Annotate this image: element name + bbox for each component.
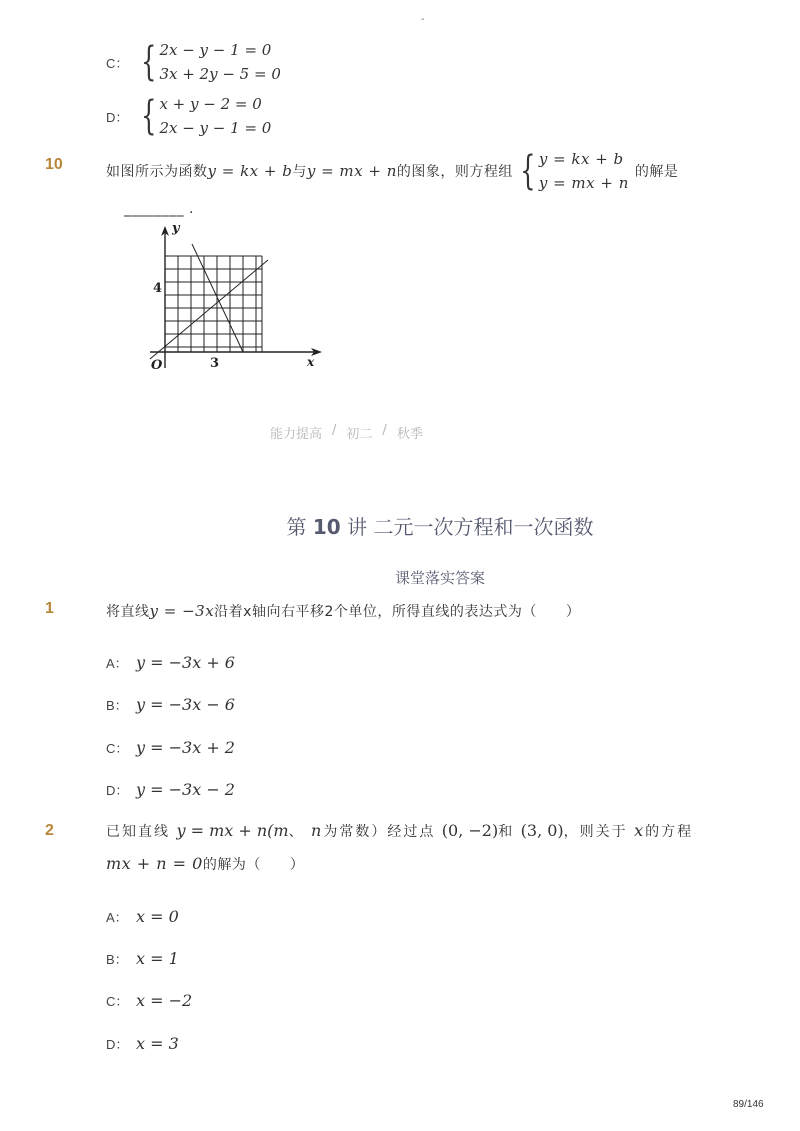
text: 将直线 xyxy=(106,604,150,620)
option-label: C： xyxy=(106,741,129,756)
text: 的图象，则方程组 xyxy=(396,164,513,180)
option-value: y = −3x − 2 xyxy=(136,780,235,799)
question-2-line-2 xyxy=(106,854,304,874)
text: 、 xyxy=(288,824,305,840)
y-axis-label: y xyxy=(172,221,180,236)
question-10-text xyxy=(106,147,678,195)
y-tick-label: 4 xyxy=(153,281,163,296)
option-label: C： xyxy=(106,994,129,1009)
lecture-title xyxy=(0,511,800,540)
option-d[interactable] xyxy=(106,1034,179,1053)
function-graph xyxy=(140,218,330,374)
question-number: 2 xyxy=(45,822,54,839)
option-c[interactable] xyxy=(106,991,192,1010)
question-1-text xyxy=(106,601,580,621)
option-c[interactable] xyxy=(106,738,235,757)
x-axis-label: x xyxy=(307,355,315,369)
text: 已知直线 xyxy=(106,824,170,840)
section-subtitle: 课堂落实答案 xyxy=(394,569,485,587)
question-number: 10 xyxy=(45,156,63,173)
grid xyxy=(165,256,262,352)
option-value: x = 0 xyxy=(136,907,179,926)
option-d[interactable] xyxy=(106,780,235,799)
origin-label: O xyxy=(151,358,163,373)
math-expr: x xyxy=(634,821,646,840)
line-y-kx-b xyxy=(150,260,268,359)
option-label: A： xyxy=(106,910,128,925)
option-a[interactable] xyxy=(106,653,235,672)
option-value: x = 1 xyxy=(136,949,179,968)
x-tick-label: 3 xyxy=(210,356,220,371)
option-label: D： xyxy=(106,783,129,798)
equation-system xyxy=(136,92,271,140)
text: 如图所示为函数 xyxy=(106,164,208,180)
math-expr: y = −3x xyxy=(149,602,215,620)
title-text: 第 xyxy=(286,515,307,539)
option-label: B： xyxy=(106,698,128,713)
option-b[interactable] xyxy=(106,695,235,714)
brace: { xyxy=(141,93,157,139)
prev-option-d xyxy=(106,92,271,140)
math-expr: y = kx + b xyxy=(207,162,293,180)
text: 的解是 xyxy=(634,164,679,180)
breadcrumb-part: 秋季 xyxy=(396,427,423,442)
equation: y = mx + n xyxy=(538,174,629,192)
option-label: D： xyxy=(106,109,129,125)
prev-option-c xyxy=(106,38,281,86)
option-a[interactable] xyxy=(106,907,179,926)
breadcrumb-separator: / xyxy=(382,423,387,438)
equation-system xyxy=(515,147,629,195)
answer-blank: ________ . xyxy=(124,201,194,217)
option-label: C： xyxy=(106,55,129,71)
title-text: 讲 二元一次方程和一次函数 xyxy=(347,515,594,539)
option-value: y = −3x + 2 xyxy=(136,738,235,757)
option-b[interactable] xyxy=(106,949,179,968)
text: 沿着x轴向右平移2个单位，所得直线的表达式为（ ） xyxy=(214,604,581,620)
math-expr: (0, −2) xyxy=(441,821,499,840)
math-expr: y = mx + n xyxy=(306,162,397,180)
text: ，则关于 xyxy=(563,824,628,840)
breadcrumb xyxy=(270,423,423,442)
brace: { xyxy=(520,148,536,194)
question-number: 1 xyxy=(45,600,54,617)
text: 和 xyxy=(498,824,515,840)
lecture-number: 10 xyxy=(312,515,341,539)
top-mark: - xyxy=(421,14,425,25)
text: 的方程 xyxy=(645,824,694,840)
option-label: B： xyxy=(106,952,128,967)
brace: { xyxy=(141,39,157,85)
option-value: x = −2 xyxy=(136,991,193,1010)
option-label: D： xyxy=(106,1037,129,1052)
equation: x + y − 2 = 0 xyxy=(159,95,262,113)
option-label: A： xyxy=(106,656,128,671)
math-expr: mx + n = 0 xyxy=(106,854,203,873)
equation: 3x + 2y − 5 = 0 xyxy=(159,65,281,83)
page-number: 89/146 xyxy=(733,1099,764,1110)
breadcrumb-part: 初二 xyxy=(346,427,373,442)
question-2-line-1 xyxy=(106,821,693,841)
breadcrumb-separator: / xyxy=(332,423,337,438)
equation-system xyxy=(136,38,281,86)
math-expr: n xyxy=(311,821,324,840)
option-value: x = 3 xyxy=(136,1034,179,1053)
option-value: y = −3x + 6 xyxy=(136,653,235,672)
math-expr: (3, 0) xyxy=(520,821,564,840)
text: 与 xyxy=(292,164,307,180)
option-value: y = −3x − 6 xyxy=(136,695,235,714)
math-expr: y = mx + n(m xyxy=(176,821,289,840)
text: 为常数）经过点 xyxy=(323,824,436,840)
equation: y = kx + b xyxy=(538,150,624,168)
equation: 2x − y − 1 = 0 xyxy=(159,41,272,59)
breadcrumb-part: 能力提高 xyxy=(270,427,323,442)
equation: 2x − y − 1 = 0 xyxy=(159,119,272,137)
text: 的解为（ ） xyxy=(202,857,305,873)
